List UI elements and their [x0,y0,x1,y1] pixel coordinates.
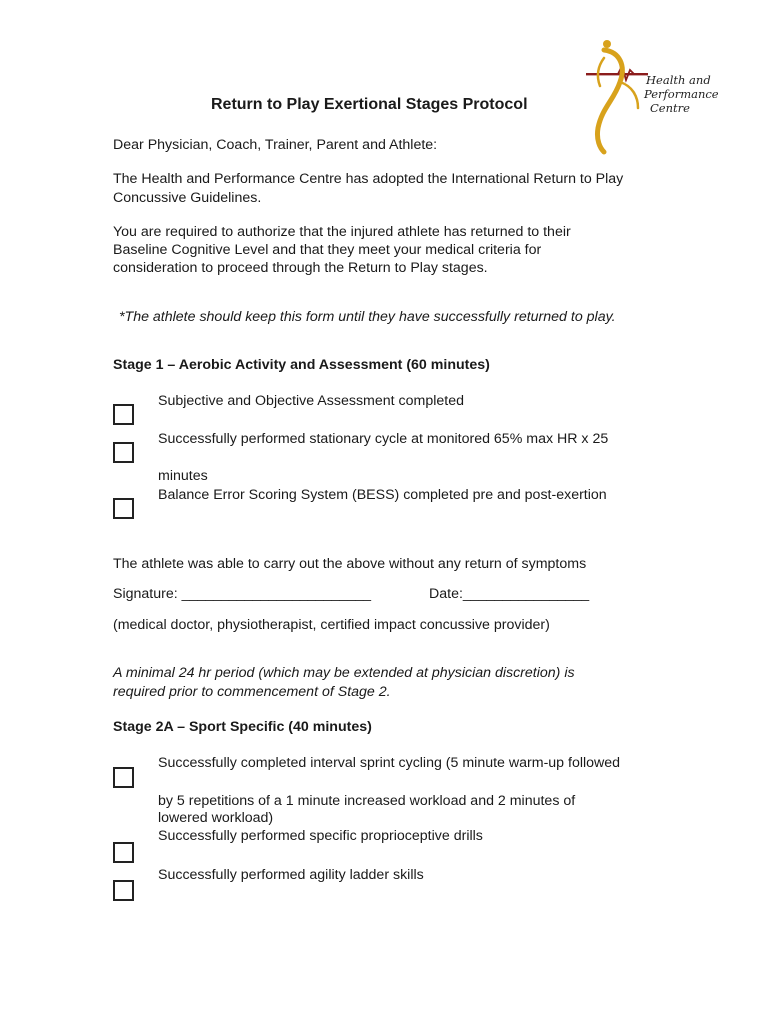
stage1-heading: Stage 1 – Aerobic Activity and Assessment (60 minutes) [113,357,490,373]
stage2a-item-1-line2: by 5 repetitions of a 1 minute increased workload and 2 minutes of [158,793,576,809]
salutation: Dear Physician, Coach, Trainer, Parent and Athlete: [113,137,438,153]
keep-form-note: *The athlete should keep this form until they have successfully returned to play. [119,309,616,325]
stage2a-checkbox-3[interactable] [113,880,134,901]
logo [580,36,732,156]
intro-p2-line1: You are required to authorize that the injured athlete has returned to their [113,224,571,240]
logo-arm-left [598,58,604,86]
stage2a-item-1-line1: Successfully completed interval sprint cycling (5 minute warm-up followed [158,755,621,771]
stage2a-item-2: Successfully performed specific proprioceptive drills [158,828,483,844]
stage1-confirmation: The athlete was able to carry out the above without any return of symptoms [113,556,587,572]
provider-note: (medical doctor, physiotherapist, certified impact concussive provider) [113,617,550,633]
signature-field[interactable]: Signature: ________________________ [113,586,371,602]
stage1-checkbox-2[interactable] [113,442,134,463]
intro-p2-line2: Baseline Cognitive Level and that they meet your medical criteria for [113,242,542,258]
wait-period-line1: A minimal 24 hr period (which may be extended at physician discretion) is [113,665,575,681]
logo-band-left [586,73,648,75]
page-title: Return to Play Exertional Stages Protocol [211,96,528,113]
logo-arm [620,82,638,108]
stage2a-item-3: Successfully performed agility ladder skills [158,867,424,883]
stage2a-item-1-line3: lowered workload) [158,810,274,826]
intro-p1-line1: The Health and Performance Centre has adopted the International Return to Play [113,171,624,187]
logo-body [597,50,622,152]
stage2a-heading: Stage 2A – Sport Specific (40 minutes) [113,719,372,735]
intro-p1-line2: Concussive Guidelines. [113,190,262,206]
intro-p2-line3: consideration to proceed through the Return to Play stages. [113,260,488,276]
logo-text-line1: Health and [646,73,711,87]
logo-text-line3: Centre [650,101,690,115]
stage1-item-3: Balance Error Scoring System (BESS) completed pre and post-exertion [158,487,607,503]
stage1-checkbox-3[interactable] [113,498,134,519]
stage1-item-2-line1: Successfully performed stationary cycle at monitored 65% max HR x 25 [158,431,609,447]
logo-head [603,40,611,48]
wait-period-line2: required prior to commencement of Stage 2. [113,684,391,700]
stage2a-checkbox-2[interactable] [113,842,134,863]
date-field[interactable]: Date:________________ [429,586,590,602]
stage1-item-1: Subjective and Objective Assessment completed [158,393,464,409]
stage1-item-2-line2: minutes [158,468,208,484]
logo-text-line2: Performance [644,87,719,101]
stage1-checkbox-1[interactable] [113,404,134,425]
stage2a-checkbox-1[interactable] [113,767,134,788]
